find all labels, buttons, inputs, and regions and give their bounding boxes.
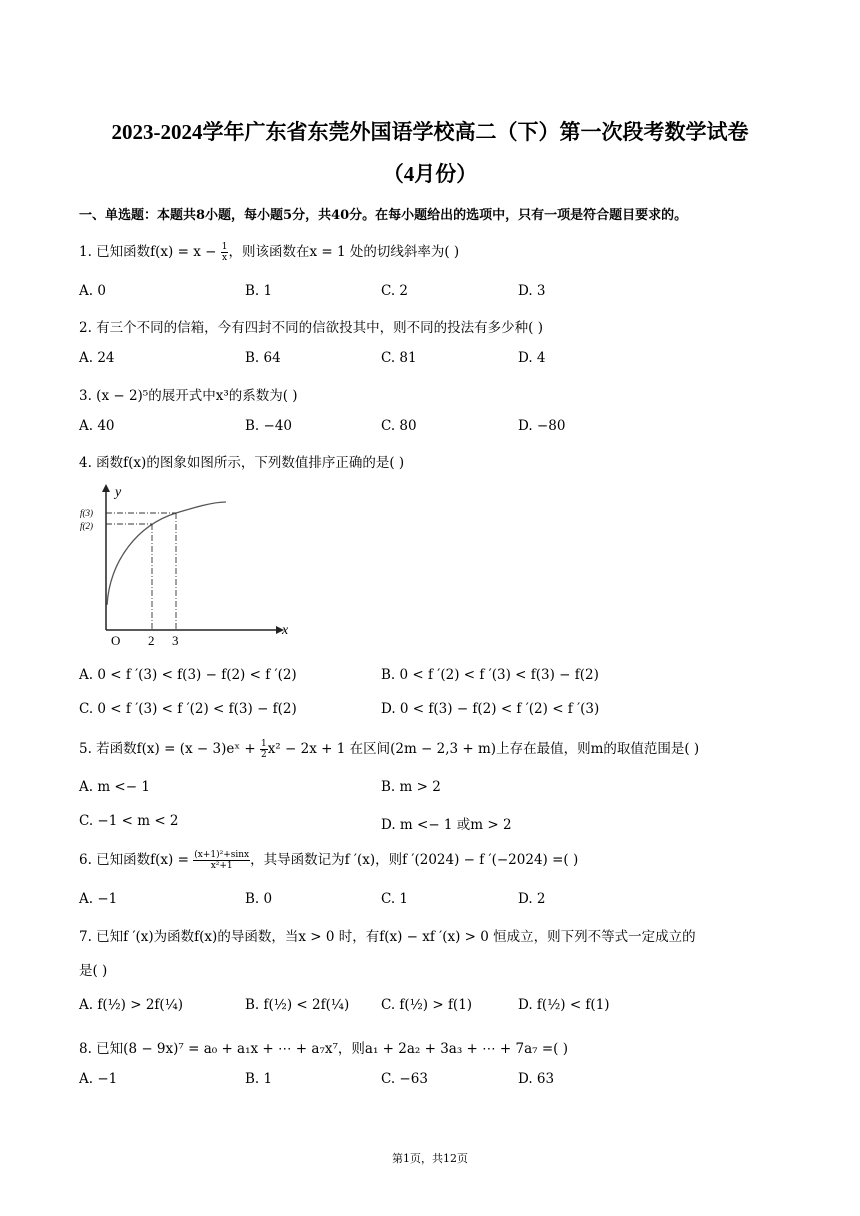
origin-label: O: [111, 633, 121, 648]
q7-option-a[interactable]: A. f(½) > 2f(¼): [79, 997, 184, 1013]
q3-option-d[interactable]: D. −80: [518, 418, 566, 434]
frac-denominator: 2: [260, 750, 267, 760]
fraction: [260, 739, 268, 760]
q4-option-a[interactable]: A. 0 < f ′(3) < f(3) − f(2) < f ′(2): [79, 667, 297, 683]
q5-option-b[interactable]: B. m > 2: [381, 779, 441, 795]
q5-option-c[interactable]: C. −1 < m < 2: [79, 813, 179, 829]
q4-option-d[interactable]: D. 0 < f(3) − f(2) < f ′(2) < f ′(3): [381, 701, 600, 717]
q3-option-c[interactable]: C. 80: [381, 418, 417, 434]
q2-option-a[interactable]: A. 24: [79, 350, 115, 366]
curve: [107, 502, 226, 605]
question-8: 8. 已知(8 − 9x)⁷ = a₀ + a₁x + ⋯ + a₇x⁷，则a₁ + 2a₂ + 3a₃ + ⋯ + 7a₇ =( ): [79, 1041, 569, 1057]
question-1-stem-b: ，则该函数在x = 1 处的切线斜率为( ): [228, 244, 460, 260]
q1-option-b[interactable]: B. 1: [245, 283, 273, 299]
y-axis-label: y: [115, 485, 122, 500]
x2-tick-label: 2: [148, 633, 155, 648]
frac-numerator: 1: [260, 739, 267, 749]
q6-option-c[interactable]: C. 1: [381, 891, 409, 907]
question-1-stem-a: 1. 已知函数f(x) = x −: [79, 244, 221, 260]
q5-option-a[interactable]: A. m <− 1: [79, 779, 150, 795]
frac-numerator: 1: [221, 242, 228, 252]
q7-option-c[interactable]: C. f(½) > f(1): [381, 997, 473, 1013]
question-3: 3. (x − 2)⁵的展开式中x³的系数为( ): [79, 388, 298, 404]
section-heading: 一、单选题：本题共8小题，每小题5分，共40分。在每小题给出的选项中，只有一项是符合题目要求的。: [79, 208, 688, 223]
question-2: 2. 有三个不同的信箱，今有四封不同的信欲投其中，则不同的投法有多少种( ): [79, 320, 543, 336]
y-axis-arrow: [102, 484, 110, 492]
q7-option-d[interactable]: D. f(½) < f(1): [518, 997, 610, 1013]
exam-subtitle: （4月份）: [382, 162, 478, 186]
question-5: [79, 737, 699, 760]
function-graph: [78, 480, 303, 650]
question-4: 4. 函数f(x)的图象如图所示，下列数值排序正确的是( ): [79, 455, 405, 471]
fraction: [193, 850, 250, 871]
frac-denominator: x²+1: [210, 861, 233, 871]
question-6-stem-b: ，其导函数记为f ′(x)，则f ′(2024) − f ′(−2024) =( ): [250, 852, 579, 868]
q6-option-b[interactable]: B. 0: [245, 891, 273, 907]
q2-option-b[interactable]: B. 64: [245, 350, 281, 366]
q8-option-d[interactable]: D. 63: [518, 1071, 555, 1087]
q4-option-c[interactable]: C. 0 < f ′(3) < f ′(2) < f(3) − f(2): [79, 701, 297, 717]
q2-option-d[interactable]: D. 4: [518, 350, 546, 366]
q1-option-c[interactable]: C. 2: [381, 283, 409, 299]
f2-label: f(2): [80, 521, 93, 531]
page-footer: 第1页，共12页: [392, 1152, 468, 1165]
q5-option-d[interactable]: D. m <− 1 或m > 2: [381, 817, 512, 833]
q8-option-b[interactable]: B. 1: [245, 1071, 273, 1087]
question-6-stem-a: 6. 已知函数f(x) =: [79, 852, 194, 868]
question-7-line-1: 7. 已知f ′(x)为函数f(x)的导函数，当x > 0 时，有f(x) − xf ′(x) > 0 恒成立，则下列不等式一定成立的: [79, 929, 696, 945]
x-axis-label: x: [282, 623, 289, 638]
question-5-stem-a: 5. 若函数f(x) = (x − 3)eˣ +: [79, 741, 260, 757]
q8-option-a[interactable]: A. −1: [79, 1071, 118, 1087]
q6-option-a[interactable]: A. −1: [79, 891, 118, 907]
frac-denominator: x: [222, 253, 228, 263]
question-1: [79, 240, 459, 263]
q2-option-c[interactable]: C. 81: [381, 350, 417, 366]
q6-option-d[interactable]: D. 2: [518, 891, 546, 907]
question-6: [79, 848, 578, 871]
question-7-line-2: 是( ): [79, 963, 108, 979]
exam-title: 2023-2024学年广东省东莞外国语学校高二（下）第一次段考数学试卷: [111, 120, 749, 144]
f3-label: f(3): [80, 508, 93, 518]
q3-option-b[interactable]: B. −40: [245, 418, 292, 434]
question-5-stem-b: x² − 2x + 1 在区间(2m − 2,3 + m)上存在最值，则m的取值范围是( ): [267, 741, 700, 757]
q4-option-b[interactable]: B. 0 < f ′(2) < f ′(3) < f(3) − f(2): [381, 667, 599, 683]
q1-option-d[interactable]: D. 3: [518, 283, 546, 299]
q1-option-a[interactable]: A. 0: [79, 283, 106, 299]
q8-option-c[interactable]: C. −63: [381, 1071, 428, 1087]
x3-tick-label: 3: [172, 633, 179, 648]
q3-option-a[interactable]: A. 40: [79, 418, 115, 434]
frac-numerator: (x+1)²+sinx: [194, 850, 250, 860]
q7-option-b[interactable]: B. f(½) < 2f(¼): [245, 997, 350, 1013]
